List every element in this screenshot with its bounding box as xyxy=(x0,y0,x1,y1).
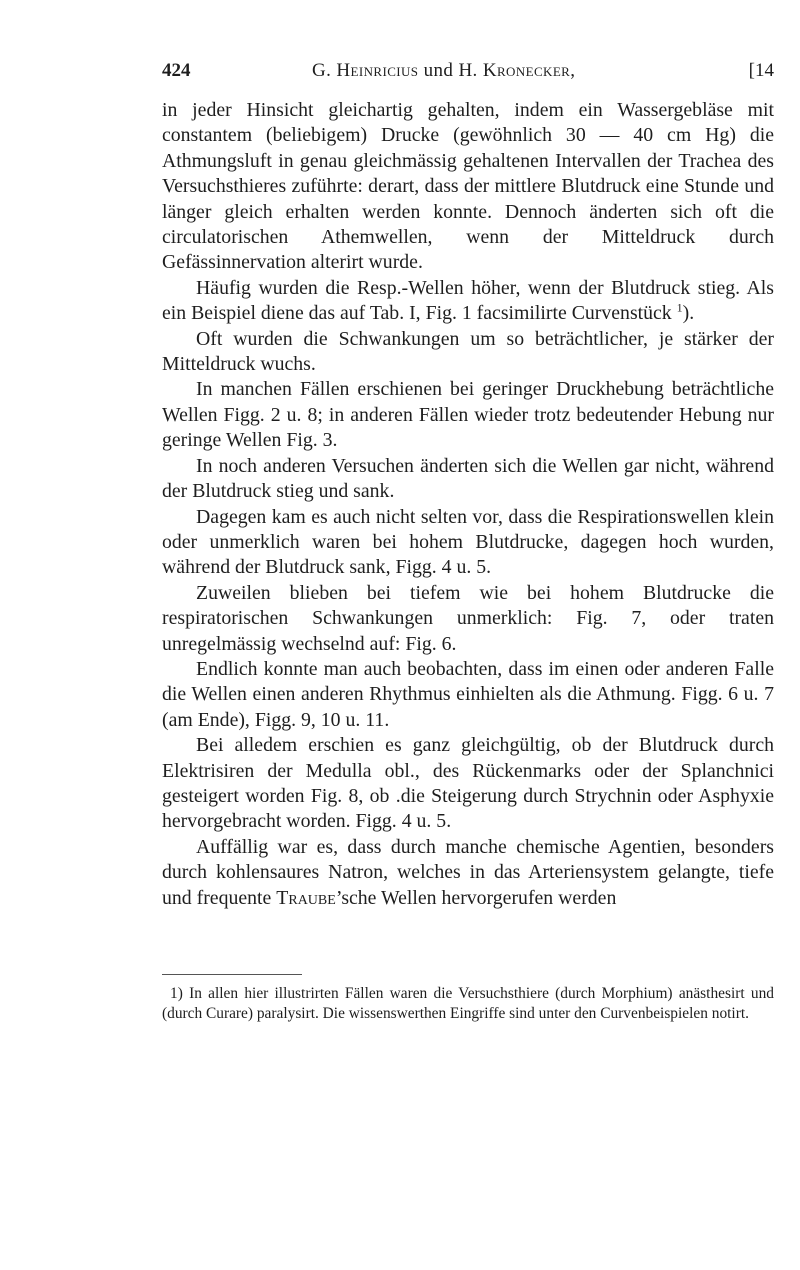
paragraph-text: Häufig wurden die Resp.-Wellen höher, wenn der Blutdruck stieg. Als ein Beispiel diene das auf Tab. I, Fig. 1 facsimilirte Curvenstück xyxy=(162,276,774,325)
paragraph: in jeder Hinsicht gleichartig gehalten, indem ein Wassergebläse mit constantem (beliebigem) Drucke (gewöhnlich 30 — 40 cm Hg) die Athmungsluft in genau gleichmässig gehaltenen Intervallen der Trachea des Versuchsthieres zuführte: derart, dass der mittlere Blutdruck eine Stunde und länger gleich erhalten werden konnte. Dennoch änderten sich oft die circulatorischen Athemwellen, wenn der Mitteldruck durch Gefässinnervation alterirt wurde. xyxy=(162,99,774,274)
paragraph: Zuweilen blieben bei tiefem wie bei hohem Blutdrucke die respiratorischen Schwankungen unmerklich: Fig. 7, oder traten unregelmässig wechselnd auf: Fig. 6. xyxy=(162,581,774,655)
paragraph-text: Auffällig war es, dass durch manche chemische Agentien, besonders durch kohlensaures Natron, welches in das Arteriensystem gelangte, tiefe und frequente xyxy=(162,835,774,909)
footnote-divider xyxy=(162,974,302,975)
footnote-reference: 1 xyxy=(676,300,683,315)
traube-name xyxy=(276,887,336,909)
main-text xyxy=(162,98,774,911)
footnote: 1) In allen hier illustrirten Fällen waren die Versuchsthiere (durch Morphium) anästhesirt und (durch Curare) paralysirt. Die wissenswerthen Eingriffe sind unter den Curvenbeispielen notirt. xyxy=(162,985,774,1022)
traube-initial: T xyxy=(276,886,289,909)
paragraph-with-footnote xyxy=(162,276,774,327)
author-second-smallcaps: ronecker, xyxy=(496,60,576,81)
paragraph: Endlich konnte man auch beobachten, dass im einen oder anderen Falle die Wellen einen anderen Rhythmus einhielten als die Athmung. Figg. 6 u. 7 (am Ende), Figg. 9, 10 u. 11. xyxy=(162,657,774,731)
paragraph: In manchen Fällen erschienen bei geringer Druckhebung beträchtliche Wellen Figg. 2 u. 8; in anderen Fällen wieder trotz bedeutender Hebung nur geringe Wellen Fig. 3. xyxy=(162,378,774,452)
section-number: [14 xyxy=(748,60,774,81)
traube-apostrophe: ’ xyxy=(335,886,342,909)
traube-rest: raube xyxy=(288,886,336,909)
paragraph: In noch anderen Versuchen änderten sich die Wellen gar nicht, während der Blutdruck stieg und sank. xyxy=(162,454,774,503)
paragraph-text-end: sche Wellen hervorgerufen werden xyxy=(341,886,617,909)
running-title-authors xyxy=(312,60,575,82)
paragraph: Dagegen kam es auch nicht selten vor, dass die Respirationswellen klein oder unmerklich waren bei hohem Blutdrucke, dagegen hoch wurden, während der Blutdruck sank, Figg. 4 u. 5. xyxy=(162,505,774,579)
paragraph: Oft wurden die Schwankungen um so beträchtlicher, je stärker der Mitteldruck wuchs. xyxy=(162,327,774,376)
author-second-prefix: H. K xyxy=(458,60,497,81)
page-number: 424 xyxy=(162,60,191,81)
paragraph-traube xyxy=(162,835,774,911)
author-name-smallcaps: einricius xyxy=(350,60,419,81)
running-header xyxy=(162,60,774,90)
footnote-ref-suffix: ). xyxy=(682,302,695,325)
author-prefix: G. H xyxy=(312,60,351,81)
paragraph: Bei alledem erschien es ganz gleichgültig, ob der Blutdruck durch Elektrisiren der Medulla obl., des Rückenmarks oder der Splanchnici gesteigert worden Fig. 8, ob .die Steigerung durch Strychnin oder Asphyxie hervorgebracht worden. Figg. 4 u. 5. xyxy=(162,734,774,833)
author-und: und xyxy=(418,60,459,81)
